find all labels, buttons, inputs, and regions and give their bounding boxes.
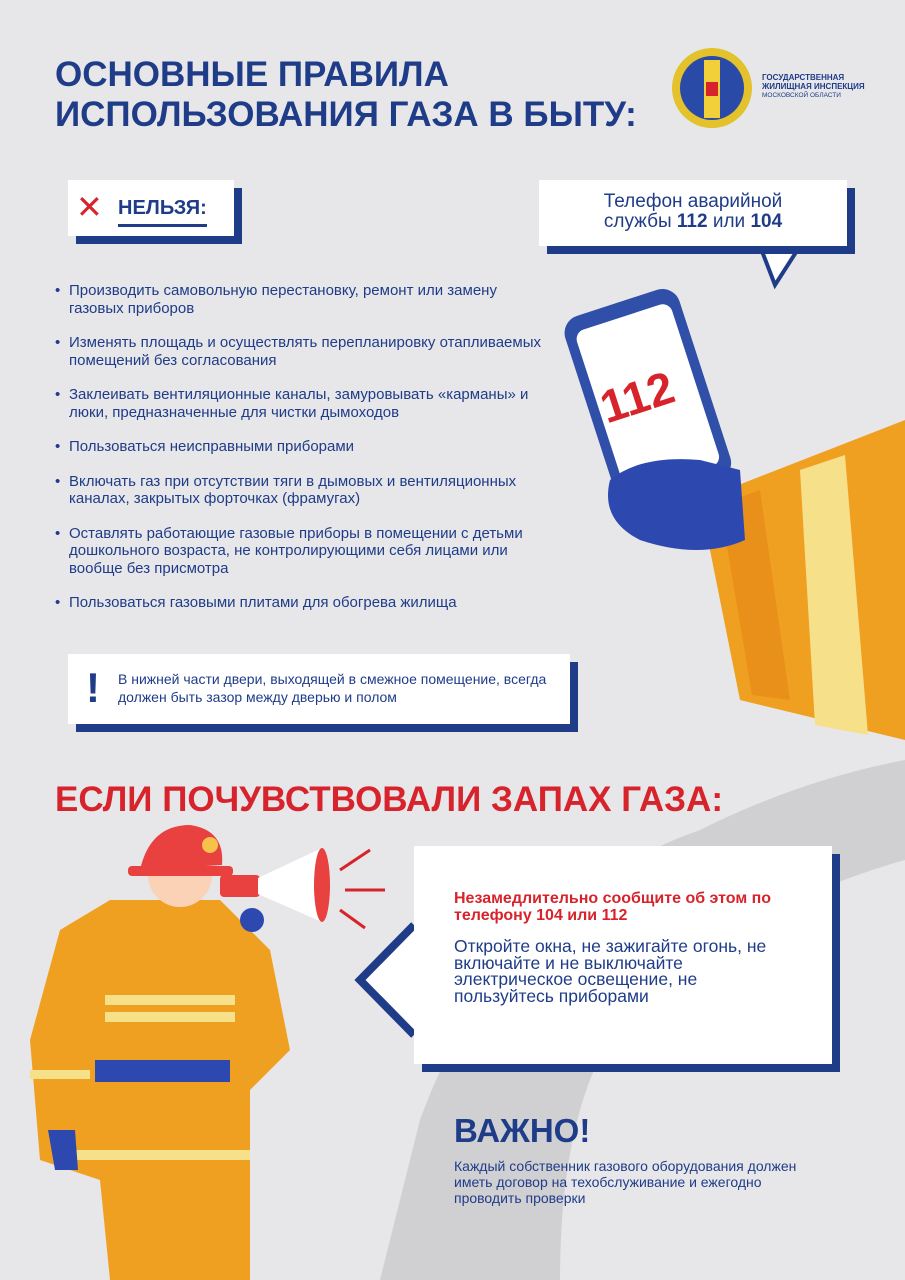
- emergency-line: [539, 212, 847, 232]
- note-text: В нижней части двери, выходящей в смежное помещение, всегда должен быть зазор между дверью и полом: [118, 671, 547, 705]
- list-item: • Пользоваться газовыми плитами для обогрева жилища: [55, 594, 545, 612]
- emergency-phone-box: [539, 180, 847, 246]
- phone-screen-number: 112: [593, 360, 681, 434]
- rules-list: [55, 282, 545, 629]
- page-title: [55, 55, 637, 135]
- title-line: ИСПОЛЬЗОВАНИЯ ГАЗА В БЫТУ:: [55, 95, 637, 134]
- speech-tail: [360, 920, 418, 1040]
- text: или: [707, 211, 751, 232]
- list-item: • Пользоваться неисправными приборами: [55, 438, 545, 456]
- logo-emblem: [672, 48, 752, 128]
- forbidden-label: НЕЛЬЗЯ:: [118, 197, 207, 227]
- phone-number: 112: [676, 211, 708, 232]
- gas-smell-instructions: [414, 846, 832, 1064]
- logo-line: ЖИЛИЩНАЯ ИНСПЕКЦИЯ: [762, 82, 865, 91]
- list-item: • Изменять площадь и осуществлять перепланировку отапливаемых помещений без согласования: [55, 334, 545, 369]
- title-line: ОСНОВНЫЕ ПРАВИЛА: [55, 55, 449, 94]
- exclamation-icon: !: [86, 664, 100, 711]
- cross-icon: ✕: [76, 189, 103, 225]
- emergency-line: Телефон аварийной: [603, 191, 783, 212]
- logo-line: МОСКОВСКОЙ ОБЛАСТИ: [762, 92, 841, 99]
- glove-illustration: [608, 459, 745, 550]
- list-item: • Производить самовольную перестановку, ремонт или замену газовых приборов: [55, 282, 545, 317]
- gas-smell-heading: ЕСЛИ ПОЧУВСТВОВАЛИ ЗАПАХ ГАЗА:: [55, 780, 723, 819]
- list-item: • Заклеивать вентиляционные каналы, замуровывать «карманы» и люки, предназначенные для чистки дымоходов: [55, 386, 545, 421]
- logo-text: [762, 73, 865, 100]
- speech-tail: [760, 246, 800, 285]
- advice-text: Откройте окна, не зажигайте огонь, не включайте и не выключайте электрическое освещение, не пользуйтесь приборами: [454, 936, 767, 1006]
- text: службы: [603, 211, 677, 232]
- important-heading: ВАЖНО!: [454, 1112, 591, 1149]
- urgent-text: Незамедлительно сообщите об этом по телефону 104 или 112: [454, 890, 772, 924]
- list-item: • Оставлять работающие газовые приборы в помещении с детьми дошкольного возраста, не контролирующими себя лицами или вообще без присмотра: [55, 525, 525, 578]
- phone-number: 104: [750, 211, 783, 232]
- list-item: • Включать газ при отсутствии тяги в дымовых и вентиляционных каналах, закрытых форточках (фрамугах): [55, 473, 535, 508]
- forbidden-header: [68, 180, 234, 236]
- logo-line: ГОСУДАРСТВЕННАЯ: [762, 73, 845, 82]
- door-gap-note: [68, 654, 570, 724]
- important-text: Каждый собственник газового оборудования должен иметь договор на техобслуживание и ежегодно проводить проверки: [454, 1158, 797, 1206]
